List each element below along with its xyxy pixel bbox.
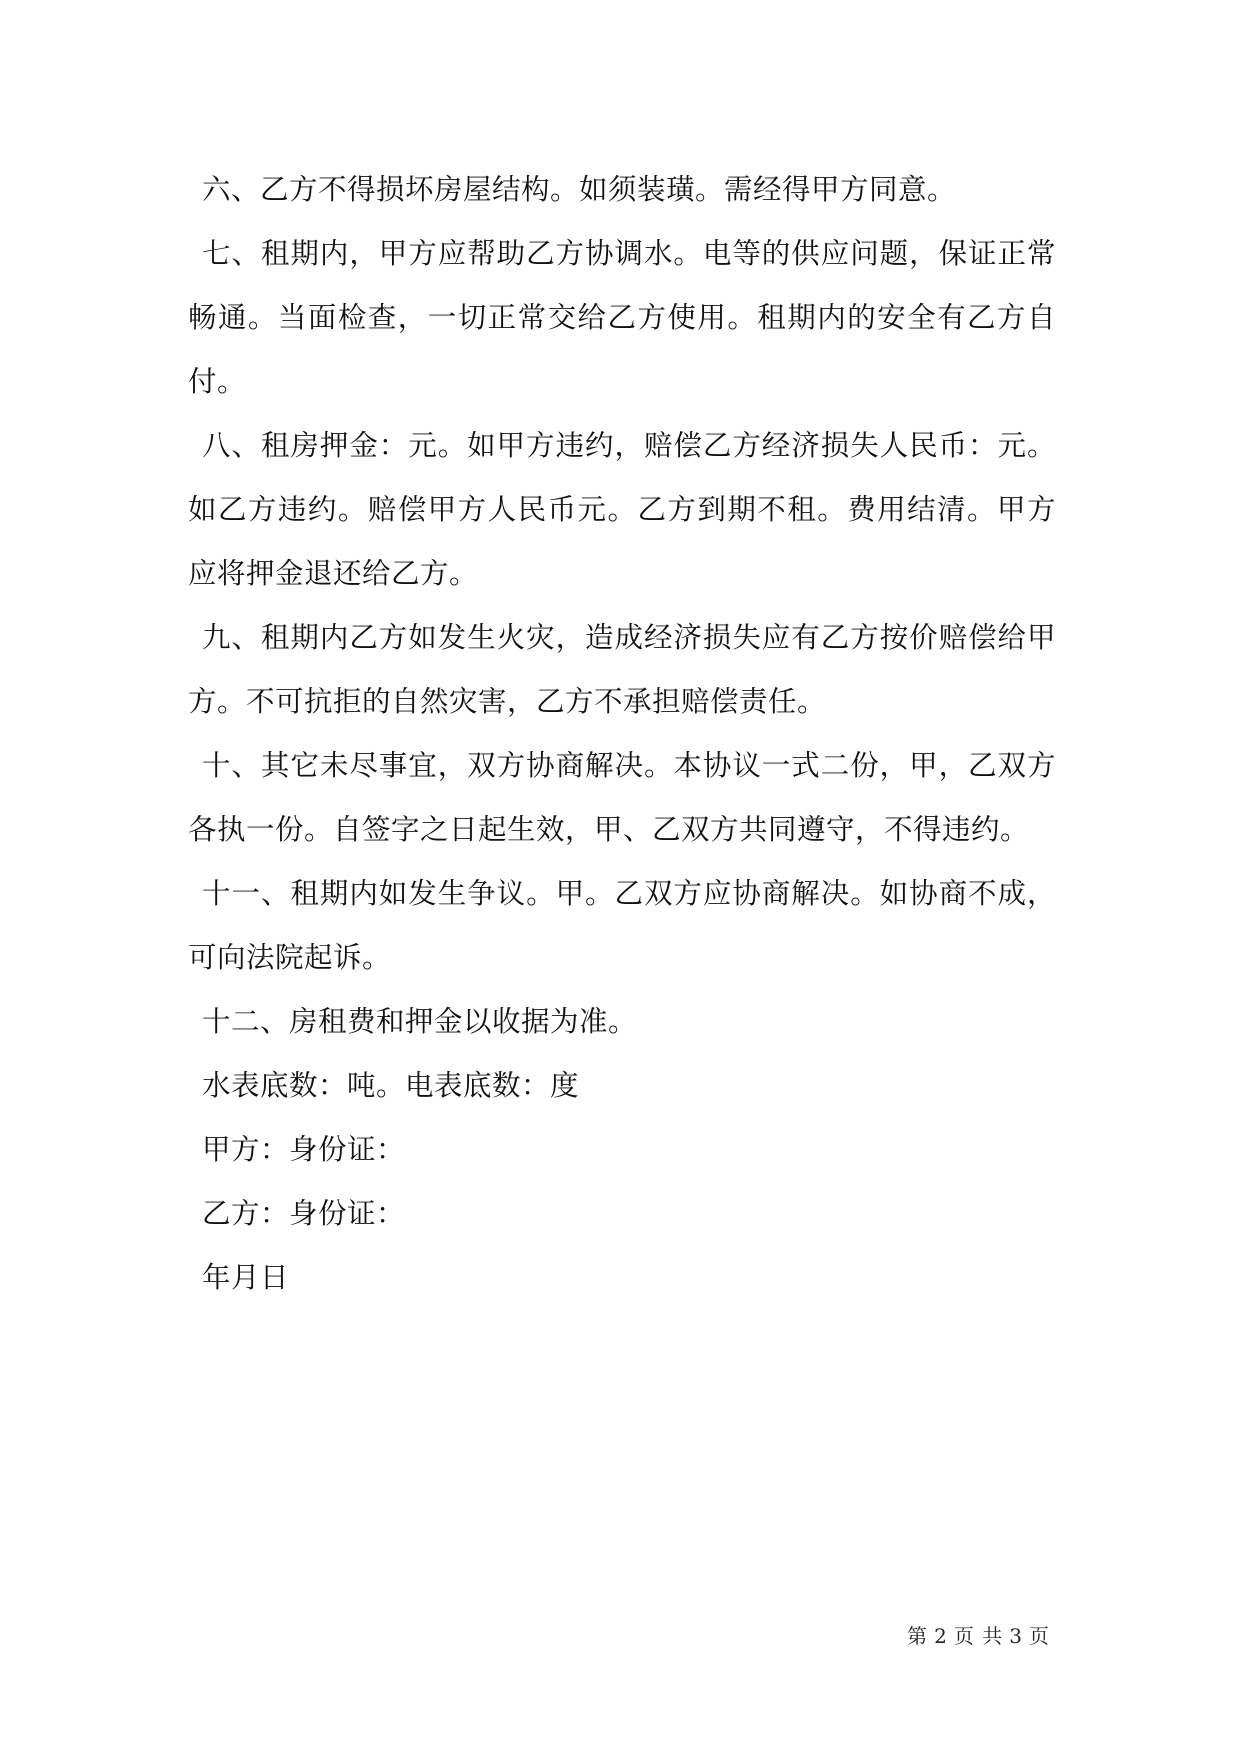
clause-7: 七、租期内，甲方应帮助乙方协调水。电等的供应问题，保证正常畅通。当面检查，一切正常交给乙方使用。租期内的安全有乙方自付。 xyxy=(188,237,1056,398)
page-label-suffix: 页 xyxy=(1029,1624,1050,1648)
clause-12: 十二、房租费和押金以收据为准。 xyxy=(202,1005,638,1038)
clause-8: 八、租房押金：元。如甲方违约，赔偿乙方经济损失人民币：元。如乙方违约。赔偿甲方人民币元。乙方到期不租。费用结清。甲方应将押金退还给乙方。 xyxy=(188,429,1056,590)
clause-10: 十、其它未尽事宜，双方协商解决。本协议一式二份，甲，乙双方各执一份。自签字之日起生效，甲、乙双方共同遵守，不得违约。 xyxy=(188,749,1056,846)
total-pages-number: 3 xyxy=(1009,1624,1023,1648)
page-label-prefix: 第 xyxy=(907,1624,929,1648)
date-line: 年月日 xyxy=(202,1261,290,1294)
clause-9: 九、租期内乙方如发生火灾，造成经济损失应有乙方按价赔偿给甲方。不可抗拒的自然灾害，乙方不承担赔偿责任。 xyxy=(188,621,1056,718)
page-label-middle: 页 共 xyxy=(953,1624,1004,1648)
document-body xyxy=(188,158,1056,1310)
meter-readings: 水表底数：吨。电表底数：度 xyxy=(202,1069,580,1102)
page-number-footer xyxy=(904,1620,1053,1649)
party-a-signature-line: 甲方：身份证： xyxy=(202,1133,406,1166)
clause-6: 六、乙方不得损坏房屋结构。如须装璜。需经得甲方同意。 xyxy=(202,173,957,206)
current-page-number: 2 xyxy=(934,1624,948,1648)
party-b-signature-line: 乙方：身份证： xyxy=(202,1197,406,1230)
clause-11: 十一、租期内如发生争议。甲。乙双方应协商解决。如协商不成，可向法院起诉。 xyxy=(188,877,1056,974)
